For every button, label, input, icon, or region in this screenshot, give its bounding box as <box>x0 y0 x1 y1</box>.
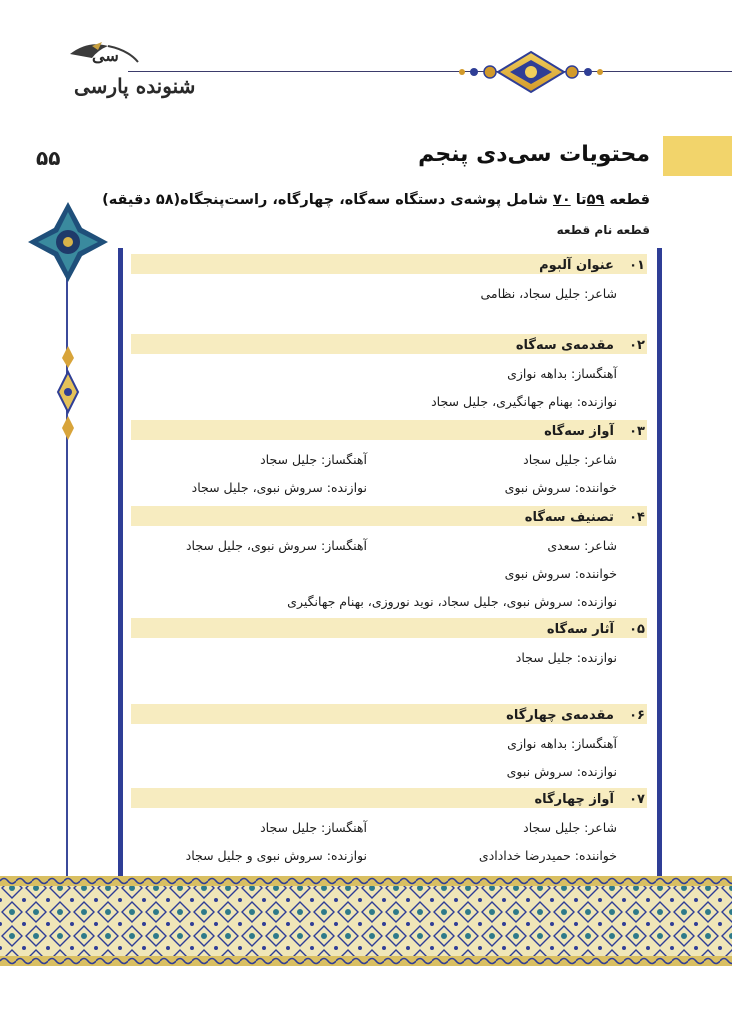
page-number: ۵۵ <box>36 146 61 170</box>
track-number: ۰۲ <box>629 338 645 353</box>
credit-line: آهنگساز: جلیل سجاد <box>260 820 367 835</box>
credit-line: نوازنده: جلیل سجاد <box>515 650 617 665</box>
track-name: آواز سه‌گاه <box>544 424 614 439</box>
credit-line: نوازنده: سروش نبوی، جلیل سجاد، نوید نوروزی، بهنام جهانگیری <box>287 594 617 609</box>
track-row-02 <box>131 334 647 354</box>
credit-line: خواننده: سروش نبوی <box>504 566 617 581</box>
subtitle-prefix: قطعه <box>609 192 650 208</box>
column-header: قطعه نام قطعه <box>556 223 650 237</box>
subtitle-to: ۷۰ <box>552 192 571 208</box>
track-row-05 <box>131 618 647 638</box>
credit-line: آهنگساز: بداهه نوازی <box>507 736 617 751</box>
track-row-06 <box>131 704 647 724</box>
credit-line: نوازنده: سروش نبوی و جلیل سجاد <box>185 848 367 863</box>
track-name: آواز چهارگاه <box>534 792 614 807</box>
track-row-03 <box>131 420 647 440</box>
track-number: ۰۷ <box>629 792 645 807</box>
track-number: ۰۱ <box>629 258 645 273</box>
track-name: عنوان آلبوم <box>539 258 614 273</box>
header-rule <box>128 71 732 72</box>
subtitle-rest: شامل پوشه‌ی دستگاه سه‌گاه، چهارگاه، راست‌پنجگاه(۵۸ دقیقه) <box>102 192 548 208</box>
track-number: ۰۵ <box>629 622 645 637</box>
logo-text-top: سی <box>92 46 119 65</box>
credit-line: نوازنده: بهنام جهانگیری، جلیل سجاد <box>431 394 617 409</box>
page-title: محتویات سی‌دی پنجم <box>418 142 650 167</box>
credit-line: نوازنده: سروش نبوی، جلیل سجاد <box>191 480 367 495</box>
credit-line: خواننده: سروش نبوی <box>504 480 617 495</box>
track-list <box>118 248 662 876</box>
track-row-07 <box>131 788 647 808</box>
logo-text: شنونده پارسی <box>74 74 196 98</box>
small-ornament-icon <box>56 346 80 440</box>
track-name: آثار سه‌گاه <box>546 622 614 637</box>
subtitle-from: ۵۹ <box>586 192 605 208</box>
credit-line: نوازنده: سروش نبوی <box>506 764 617 779</box>
track-number: ۰۴ <box>629 510 645 525</box>
track-number: ۰۳ <box>629 424 645 439</box>
credit-line: آهنگساز: سروش نبوی، جلیل سجاد <box>185 538 367 553</box>
track-row-01 <box>131 254 647 274</box>
track-name: مقدمه‌ی سه‌گاه <box>515 338 614 353</box>
credit-line: خواننده: حمیدرضا خدادادی <box>478 848 617 863</box>
footer-ornament-border-icon <box>0 876 732 966</box>
gold-tab <box>663 136 732 176</box>
credit-line: آهنگساز: بداهه نوازی <box>507 366 617 381</box>
track-number: ۰۶ <box>629 708 645 723</box>
credit-line: آهنگساز: جلیل سجاد <box>260 452 367 467</box>
header-ornament-icon <box>456 50 606 94</box>
credit-line: شاعر: سعدی <box>547 538 617 553</box>
subtitle-middle: تا <box>575 192 587 208</box>
medallion-ornament-icon <box>26 200 110 284</box>
track-name: تصنیف سه‌گاه <box>524 510 614 525</box>
track-row-04 <box>131 506 647 526</box>
credit-line: شاعر: جلیل سجاد <box>523 820 617 835</box>
subtitle <box>102 192 650 208</box>
credit-line: شاعر: جلیل سجاد <box>523 452 617 467</box>
credit-line: شاعر: جلیل سجاد، نظامی <box>480 286 617 301</box>
track-name: مقدمه‌ی چهارگاه <box>506 708 614 723</box>
